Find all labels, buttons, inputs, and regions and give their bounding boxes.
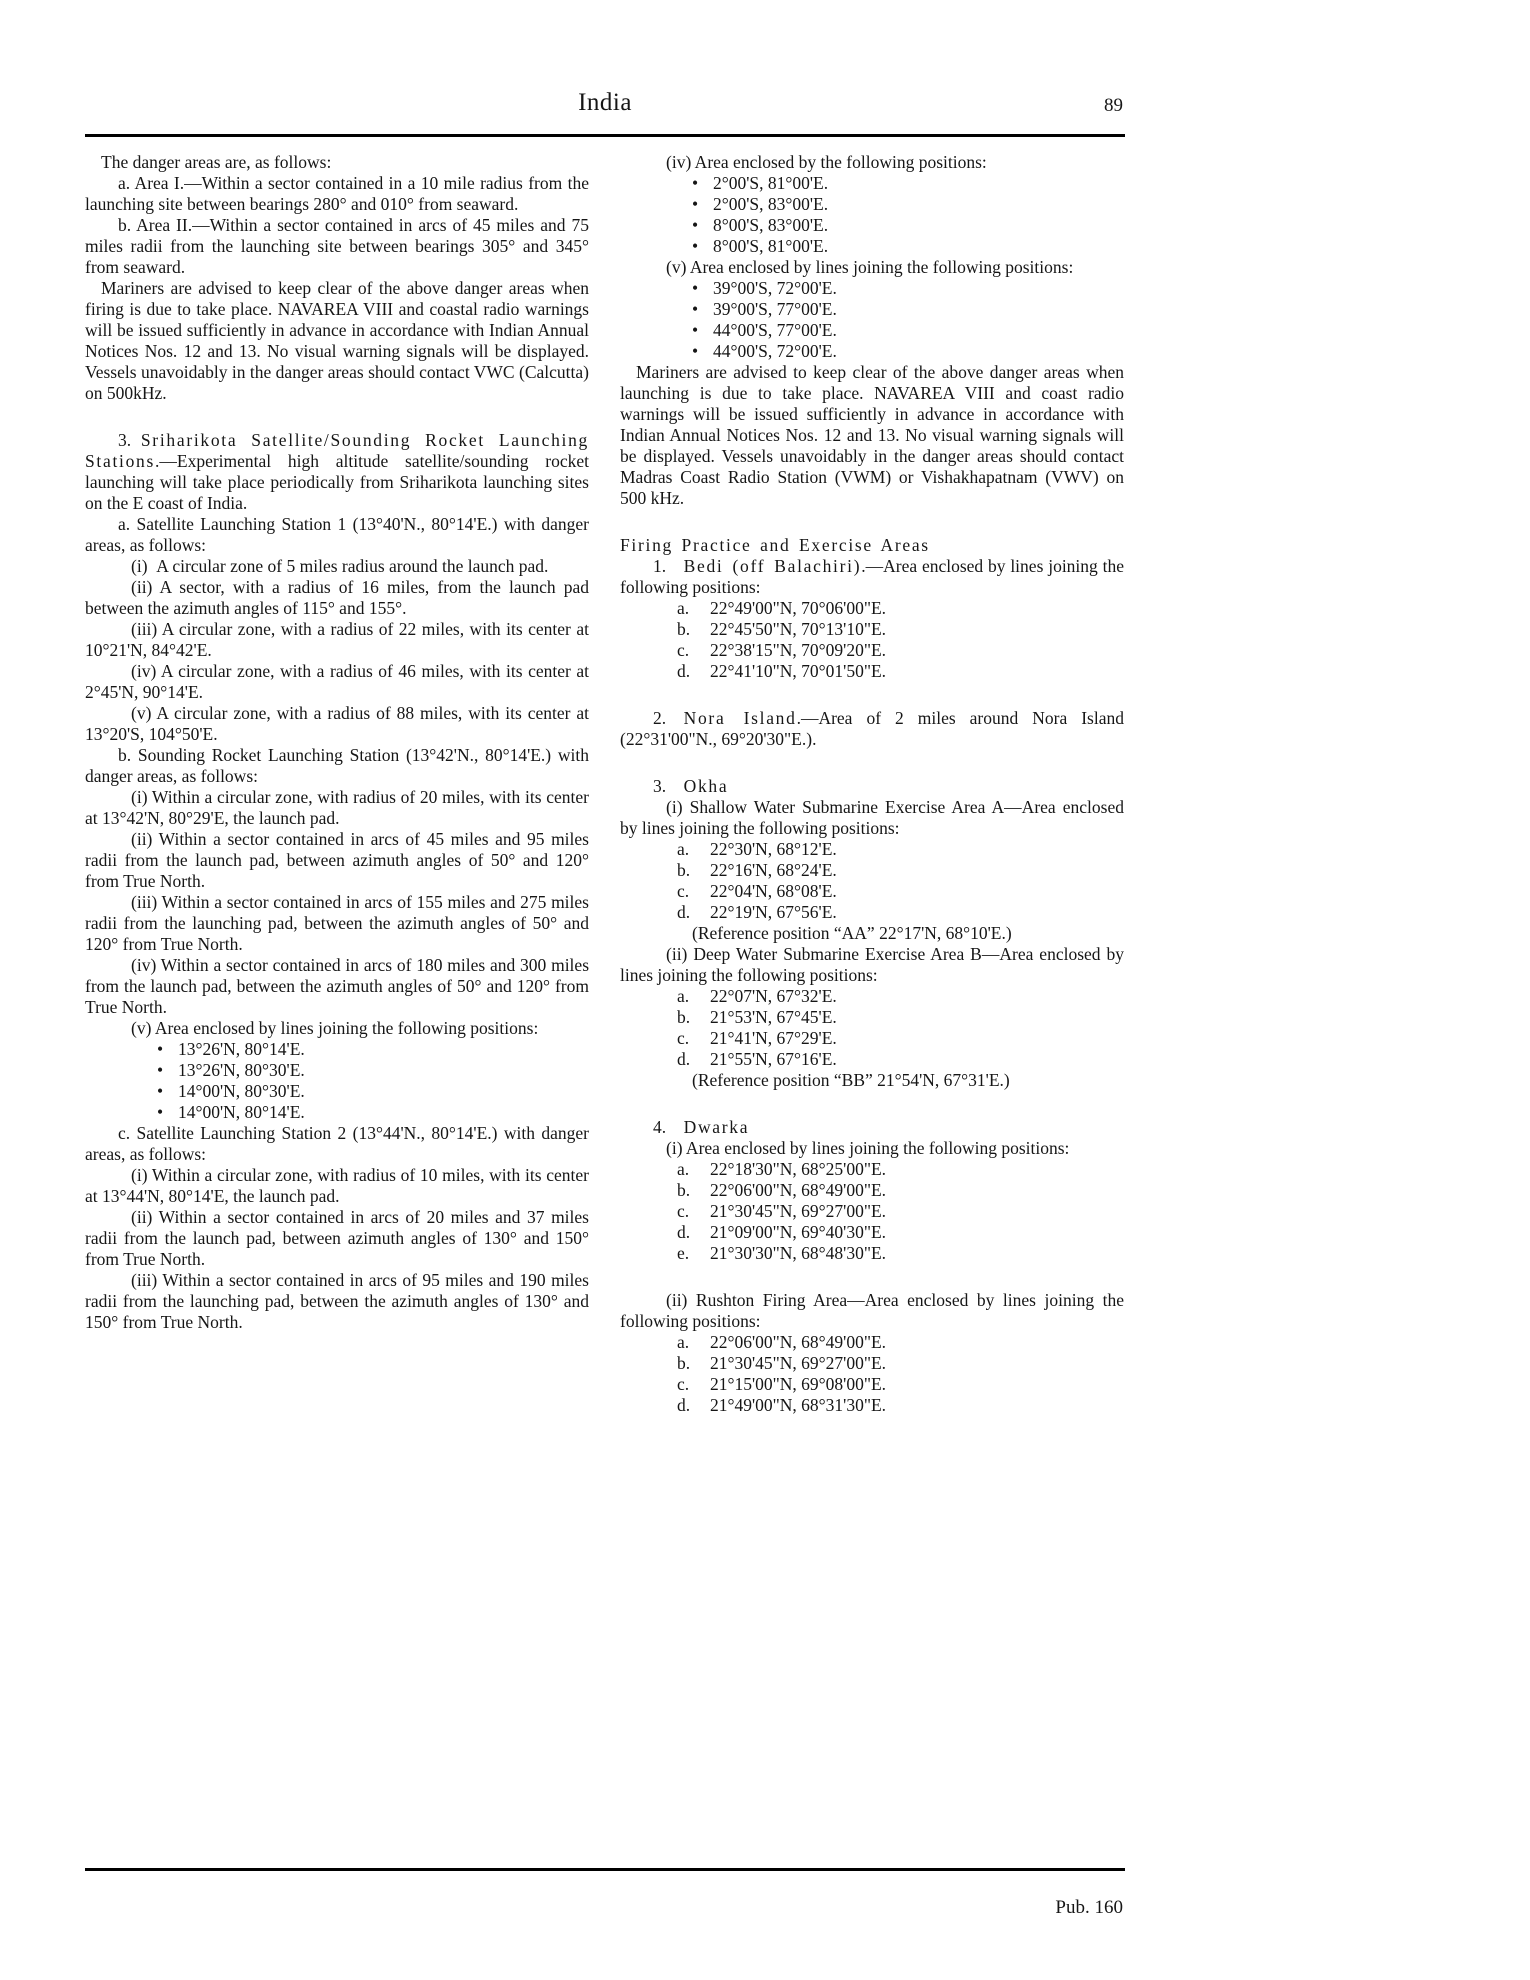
item-coordinates: 22°06'00"N, 68°49'00"E. [710,1332,887,1352]
item-label: c. [677,1201,690,1221]
text-run: (v) Area enclosed by lines joining the following positions: [131,1018,539,1038]
lettered-item [620,1049,1124,1070]
text-run: (iii) Within a sector contained in arcs of 155 miles and 275 miles radii from the launching pad, between the azimuth angles of 50° and 120° from True North. [85,892,589,954]
header-rule [85,134,1125,137]
item-coordinates: 21°15'00"N, 69°08'00"E. [710,1374,887,1394]
item-label: c. [677,881,690,901]
item-label: c. [677,1374,690,1394]
item-label: d. [677,1395,691,1415]
text-run: 2. [653,708,684,728]
bullet-item: • 39°00'S, 72°00'E. [620,278,1124,299]
right-column [620,152,1124,1416]
item-label: c. [677,1028,690,1048]
text-run: (i) Within a circular zone, with radius of 20 miles, with its center at 13°42'N, 80°29'E, the launch pad. [85,787,589,828]
paragraph [85,173,589,215]
item-label: a. [677,1159,690,1179]
lettered-item [620,661,1124,682]
paragraph [85,892,589,955]
lettered-item [620,640,1124,661]
text-run: (ii) Rushton Firing Area—Area enclosed by lines joining the following positions: [620,1290,1124,1331]
paragraph [620,1138,1124,1159]
lettered-item [620,1180,1124,1201]
text-run: The danger areas are, as follows: [101,152,332,172]
item-coordinates: 21°53'N, 67°45'E. [710,1007,837,1027]
item-coordinates: 21°30'45"N, 69°27'00"E. [710,1353,887,1373]
item-coordinates: 22°49'00"N, 70°06'00"E. [710,598,887,618]
lettered-item [620,1243,1124,1264]
bullet-list [620,278,1124,362]
item-coordinates: 21°49'00"N, 68°31'30"E. [710,1395,887,1415]
paragraph [620,1290,1124,1332]
paragraph [85,514,589,556]
paragraph [85,1165,589,1207]
text-run: c. Satellite Launching Station 2 (13°44'N., 80°14'E.) with danger areas, as follows: [85,1123,589,1164]
lettered-item [620,839,1124,860]
bullet-item: • 8°00'S, 81°00'E. [620,236,1124,257]
paragraph [620,923,1124,944]
paragraph [85,703,589,745]
item-coordinates: 22°19'N, 67°56'E. [710,902,837,922]
item-coordinates: 21°41'N, 67°29'E. [710,1028,837,1048]
text-run: .—Area of 2 miles around Nora Island (22°31'00"N., 69°20'30"E.). [620,708,1124,749]
item-label: d. [677,1049,691,1069]
text-run: (ii) Deep Water Submarine Exercise Area B—Area enclosed by lines joining the following positions: [620,944,1124,985]
bullet-list [620,173,1124,257]
emphasized-text: Dwarka [683,1117,750,1137]
item-coordinates: 22°41'10"N, 70°01'50"E. [710,661,887,681]
bullet-item: • 14°00'N, 80°14'E. [85,1102,589,1123]
lettered-item [620,881,1124,902]
item-coordinates: 22°45'50"N, 70°13'10"E. [710,619,887,639]
text-run: .—Area enclosed by lines joining the following positions: [620,556,1125,597]
text-run: (Reference position “AA” 22°17'N, 68°10'E.) [692,923,1012,943]
paragraph [620,1070,1124,1091]
item-coordinates: 22°06'00"N, 68°49'00"E. [710,1180,887,1200]
section-heading [620,535,1124,556]
paragraph [85,430,589,514]
text-run: 1. [653,556,684,576]
page-title: India [578,89,632,116]
text-run: (i) A circular zone of 5 miles radius around the launch pad. [131,556,549,576]
item-label: a. [677,1332,690,1352]
lettered-item [620,1332,1124,1353]
item-label: a. [677,598,690,618]
lettered-item [620,860,1124,881]
text-run: (iv) A circular zone, with a radius of 46 miles, with its center at 2°45'N, 90°14'E. [85,661,589,702]
item-label: b. [677,1180,691,1200]
emphasized-text: Bedi (off Balachiri) [683,556,862,576]
page-footer [85,1855,1125,1919]
bullet-item: • 2°00'S, 81°00'E. [620,173,1124,194]
paragraph [620,776,1124,797]
item-label: a. [677,839,690,859]
lettered-item [620,1159,1124,1180]
item-coordinates: 22°04'N, 68°08'E. [710,881,837,901]
item-label: b. [677,1007,691,1027]
lettered-item [620,986,1124,1007]
header-row [85,88,1125,121]
lettered-list [620,839,1124,923]
paragraph [85,661,589,703]
item-coordinates: 21°55'N, 67°16'E. [710,1049,837,1069]
vertical-spacer [620,750,1124,776]
paragraph [620,797,1124,839]
lettered-item [620,1028,1124,1049]
vertical-spacer [85,404,589,430]
lettered-item [620,598,1124,619]
text-run: .—Experimental high altitude satellite/sounding rocket launching will take place periodically from Sriharikota launching sites on the E coast of India. [85,451,589,513]
item-label: d. [677,902,691,922]
item-coordinates: 22°18'30"N, 68°25'00"E. [710,1159,887,1179]
paragraph [620,257,1124,278]
bullet-item: • 2°00'S, 83°00'E. [620,194,1124,215]
paragraph [620,152,1124,173]
bullet-item: • 13°26'N, 80°14'E. [85,1039,589,1060]
text-run: (iii) Within a sector contained in arcs of 95 miles and 190 miles radii from the launching pad, between the azimuth angles of 130° and 150° from True North. [85,1270,589,1332]
item-label: b. [677,1353,691,1373]
paragraph [620,556,1124,598]
bullet-item: • 8°00'S, 83°00'E. [620,215,1124,236]
vertical-spacer [620,1264,1124,1290]
vertical-spacer [620,509,1124,535]
item-coordinates: 21°30'30"N, 68°48'30"E. [710,1243,887,1263]
lettered-item [620,1201,1124,1222]
vertical-spacer [620,682,1124,708]
item-coordinates: 21°09'00"N, 69°40'30"E. [710,1222,887,1242]
lettered-item [620,1374,1124,1395]
text-run: (iii) A circular zone, with a radius of 22 miles, with its center at 10°21'N, 84°42'E. [85,619,589,660]
lettered-list [620,1159,1124,1264]
paragraph [620,1117,1124,1138]
item-coordinates: 22°38'15"N, 70°09'20"E. [710,640,887,660]
item-coordinates: 22°30'N, 68°12'E. [710,839,837,859]
text-run: (iv) Within a sector contained in arcs of 180 miles and 300 miles from the launch pad, between the azimuth angles of 50° and 120° from True North. [85,955,589,1017]
lettered-item [620,902,1124,923]
paragraph [85,619,589,661]
lettered-item [620,1007,1124,1028]
text-run: (i) Area enclosed by lines joining the following positions: [666,1138,1070,1158]
lettered-item [620,1222,1124,1243]
paragraph [85,1123,589,1165]
item-label: d. [677,661,691,681]
item-coordinates: 22°07'N, 67°32'E. [710,986,837,1006]
lettered-item [620,1395,1124,1416]
text-run: a. Satellite Launching Station 1 (13°40'N., 80°14'E.) with danger areas, as follows: [85,514,589,555]
item-label: b. [677,860,691,880]
emphasized-text: Nora Island [683,708,797,728]
item-coordinates: 21°30'45"N, 69°27'00"E. [710,1201,887,1221]
bullet-list [85,1039,589,1123]
paragraph [85,1270,589,1333]
text-run: (i) Shallow Water Submarine Exercise Area A—Area enclosed by lines joining the following positions: [620,797,1124,838]
lettered-list [620,986,1124,1070]
lettered-item [620,1353,1124,1374]
item-label: e. [677,1243,690,1263]
text-run: Mariners are advised to keep clear of the above danger areas when launching is due to take place. NAVAREA VIII and coast radio warnings will be issued sufficiently in advance in accordance with Indian Annual Notices Nos. 12 and 13. No visual warning signals will be displayed. Vessels unavoidably in the danger areas should contact Madras Coast Radio Station (VWM) or Vishakhapatnam (VWV) on 500 kHz. [620,362,1124,508]
footer-rule [85,1868,1125,1871]
item-label: b. [677,619,691,639]
item-label: c. [677,640,690,660]
bullet-item: • 44°00'S, 77°00'E. [620,320,1124,341]
bullet-item: • 13°26'N, 80°30'E. [85,1060,589,1081]
text-run: 3. [118,430,141,450]
item-label: a. [677,986,690,1006]
text-run: 3. [653,776,684,796]
text-run: (ii) Within a sector contained in arcs of 45 miles and 95 miles radii from the launch pad, between azimuth angles of 50° and 120° from True North. [85,829,589,891]
text-run: (v) Area enclosed by lines joining the following positions: [666,257,1074,277]
page-body [85,152,1125,1416]
text-run: b. Sounding Rocket Launching Station (13°42'N., 80°14'E.) with danger areas, as follows: [85,745,589,786]
paragraph [85,152,589,173]
emphasized-text: Okha [683,776,729,796]
text-run: Mariners are advised to keep clear of the above danger areas when firing is due to take place. NAVAREA VIII and coastal radio warnings will be issued sufficiently in advance in accordance with Indian Annual Notices Nos. 12 and 13. No visual warning signals will be displayed. Vessels unavoidably in the danger areas should contact VWC (Calcutta) on 500kHz. [85,278,589,403]
paragraph [85,215,589,278]
text-block [85,0,1125,1416]
item-label: d. [677,1222,691,1242]
bullet-item: • 14°00'N, 80°30'E. [85,1081,589,1102]
text-run: 4. [653,1117,684,1137]
paragraph [85,955,589,1018]
text-run: (ii) A sector, with a radius of 16 miles, from the launch pad between the azimuth angles of 115° and 155°. [85,577,589,618]
paragraph [85,1018,589,1039]
item-coordinates: 22°16'N, 68°24'E. [710,860,837,880]
emphasized-text: Sriharikota Satellite/Sounding Rocket Launching Stations [85,430,589,471]
paragraph [85,556,589,577]
paragraph [85,745,589,787]
text-run: (iv) Area enclosed by the following positions: [666,152,987,172]
paragraph [620,708,1124,750]
text-run: (i) Within a circular zone, with radius of 10 miles, with its center at 13°44'N, 80°14'E, the launch pad. [85,1165,589,1206]
publication-label: Pub. 160 [1055,1897,1123,1918]
lettered-list [620,1332,1124,1416]
text-run: (v) A circular zone, with a radius of 88 miles, with its center at 13°20'S, 104°50'E. [85,703,589,744]
paragraph [85,787,589,829]
bullet-item: • 39°00'S, 77°00'E. [620,299,1124,320]
paragraph [620,944,1124,986]
page-header [85,0,1125,137]
text-run: (ii) Within a sector contained in arcs of 20 miles and 37 miles radii from the launch pad, between azimuth angles of 130° and 150° from True North. [85,1207,589,1269]
emphasized-text: Firing Practice and Exercise Areas [620,535,930,555]
text-run: a. Area I.—Within a sector contained in a 10 mile radius from the launching site between bearings 280° and 010° from seaward. [85,173,589,214]
paragraph [85,1207,589,1270]
text-run: b. Area II.—Within a sector contained in arcs of 45 miles and 75 miles radii from the launching site between bearings 305° and 345° from seaward. [85,215,589,277]
lettered-list [620,598,1124,682]
paragraph [85,577,589,619]
vertical-spacer [620,1091,1124,1117]
paragraph [85,278,589,404]
left-column [85,152,589,1416]
paragraph [85,829,589,892]
lettered-item [620,619,1124,640]
paragraph [620,362,1124,509]
bullet-item: • 44°00'S, 72°00'E. [620,341,1124,362]
page-number: 89 [1104,95,1123,116]
text-run: (Reference position “BB” 21°54'N, 67°31'E.) [692,1070,1010,1090]
